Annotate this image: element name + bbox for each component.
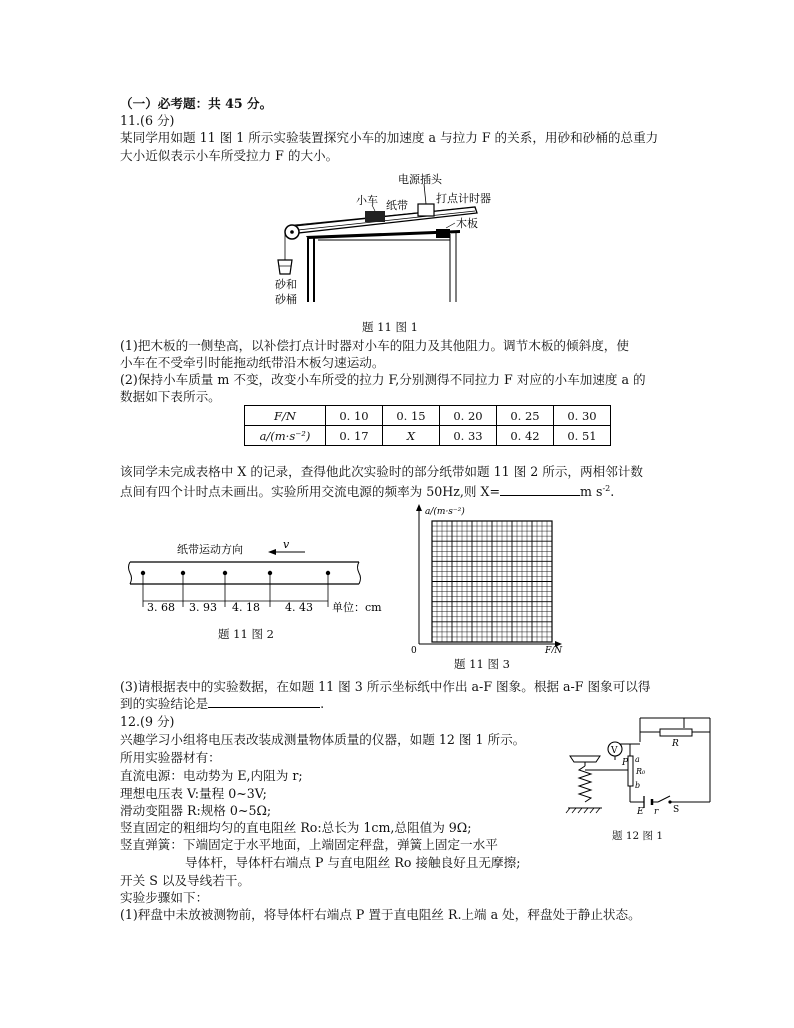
fig11-3-caption: 题 11 图 3 bbox=[454, 657, 510, 671]
x-axis-label: F/N bbox=[545, 646, 563, 653]
fig12-1-caption: 题 12 图 1 bbox=[612, 830, 664, 842]
origin-label: 0 bbox=[411, 646, 417, 653]
velocity-symbol: v bbox=[283, 538, 290, 551]
label-sand-2: 砂桶 bbox=[275, 293, 297, 306]
shim-block bbox=[436, 229, 450, 238]
segment-value: 3. 93 bbox=[189, 601, 217, 614]
label-r0: R₀ bbox=[636, 767, 646, 776]
section-heading: （一）必考题：共 45 分。 bbox=[120, 96, 273, 111]
label-timer: 打点计时器 bbox=[436, 192, 491, 205]
label-v: V bbox=[611, 746, 618, 756]
label-r: R bbox=[672, 739, 679, 749]
table-row bbox=[245, 426, 611, 446]
table-cell: X bbox=[383, 426, 440, 446]
segment-value: 3. 68 bbox=[147, 601, 175, 614]
fig11-1-caption: 题 11 图 1 bbox=[362, 320, 418, 334]
segment-value: 4. 18 bbox=[232, 601, 260, 614]
table-cell: 0. 10 bbox=[326, 406, 383, 426]
q11-step1-line2: 小车在不受牵引时能拖动纸带沿木板匀速运动。 bbox=[120, 355, 385, 370]
q11-step1-line1: (1)把木板的一侧垫高，以补偿打点计时器对小车的阻力及其他阻力。调节木板的倾斜度，使 bbox=[120, 338, 629, 353]
unit-label: 单位：cm bbox=[332, 601, 382, 614]
row-label-f: F/N bbox=[245, 406, 326, 426]
q12-number: 12.(9 分) bbox=[120, 714, 175, 729]
timer-icon bbox=[418, 204, 434, 216]
rheostat-r bbox=[660, 729, 692, 736]
q12-material-3: 滑动变阻器 R:规格 0~5Ω; bbox=[120, 803, 272, 818]
para-x-unit: m s bbox=[580, 484, 603, 500]
label-car: 小车 bbox=[356, 194, 378, 207]
para-x-period: . bbox=[610, 484, 615, 500]
tape-direction-label: 纸带运动方向 bbox=[177, 543, 243, 556]
data-table bbox=[244, 405, 611, 446]
table-cell: 0. 51 bbox=[554, 426, 611, 446]
answer-blank-conclusion[interactable] bbox=[208, 707, 320, 708]
tape-dot bbox=[326, 571, 330, 575]
label-board: 木板 bbox=[456, 217, 478, 230]
q11-number: 11.(6 分) bbox=[120, 113, 175, 128]
y-axis-label: a/(m·s⁻²) bbox=[425, 507, 465, 517]
label-s: S bbox=[673, 805, 680, 815]
q11-step2-line2: 数据如下表所示。 bbox=[120, 389, 221, 404]
q12-materials-title: 所用实验器材有： bbox=[120, 750, 221, 765]
q12-step-1: (1)秤盘中未放被测物前，将导体杆右端点 P 置于直电阻丝 R.上端 a 处，秤盘处于静止状态。 bbox=[120, 907, 641, 922]
step3-text: 到的实验结论是 bbox=[120, 696, 209, 711]
q12-material-4: 竖直固定的粗细均匀的直电阻丝 Ro:总长为 1cm,总阻值为 9Ω; bbox=[120, 820, 472, 835]
row-label-a: a/(m·s⁻²) bbox=[245, 426, 326, 446]
q12-material-1: 直流电源：电动势为 E,内阻为 r; bbox=[120, 768, 303, 783]
tape-dot bbox=[268, 571, 272, 575]
fig11-2-caption: 题 11 图 2 bbox=[218, 627, 274, 641]
label-tape: 纸带 bbox=[386, 199, 408, 212]
q11-para-x-line2 bbox=[120, 481, 614, 500]
q12-material-6: 开关 S 以及导线若干。 bbox=[120, 873, 250, 888]
sand-bucket-icon bbox=[278, 260, 292, 274]
tape-dot bbox=[141, 571, 145, 575]
cart-icon bbox=[365, 211, 385, 222]
q12-intro: 兴趣学习小组将电压表改装成测量物体质量的仪器，如题 12 图 1 所示。 bbox=[120, 732, 526, 747]
step3-period: . bbox=[320, 696, 325, 711]
table-cell: 0. 33 bbox=[440, 426, 497, 446]
q11-para-x-line1: 该同学未完成表格中 X 的记录，查得他此次实验时的部分纸带如题 11 图 2 所示，两相邻计数 bbox=[120, 464, 643, 479]
tape-dot bbox=[223, 571, 227, 575]
table-cell: 0. 42 bbox=[497, 426, 554, 446]
resistance-wire-r0 bbox=[628, 756, 633, 786]
q12-material-2: 理想电压表 V:量程 0~3V; bbox=[120, 786, 267, 801]
table-cell: 0. 20 bbox=[440, 406, 497, 426]
tape-dot bbox=[181, 571, 185, 575]
table-row bbox=[245, 406, 611, 426]
label-e: E bbox=[637, 807, 644, 817]
para-x-text: 点间有四个计时点未画出。实验所用交流电源的频率为 50Hz,则 X= bbox=[120, 484, 501, 500]
q11-intro-line2: 大小近似表示小车所受拉力 F 的大小。 bbox=[120, 148, 339, 163]
paper-tape-figure bbox=[125, 535, 395, 620]
q12-material-5: 竖直弹簧：下端固定于水平地面，上端固定秤盘，弹簧上固定一水平 bbox=[120, 837, 498, 852]
circuit-figure bbox=[560, 712, 720, 822]
label-a: a bbox=[635, 755, 640, 764]
table-cell: 0. 25 bbox=[497, 406, 554, 426]
segment-value: 4. 43 bbox=[285, 601, 313, 614]
label-b: b bbox=[635, 781, 641, 790]
table-cell: 0. 15 bbox=[383, 406, 440, 426]
para-x-unit-exp: -2 bbox=[602, 484, 611, 493]
table-cell: 0. 30 bbox=[554, 406, 611, 426]
label-power-plug: 电源插头 bbox=[398, 173, 442, 186]
label-p: P bbox=[622, 758, 629, 768]
q12-steps-title: 实验步骤如下： bbox=[120, 890, 209, 905]
q11-step3-line1: (3)请根据表中的实验数据，在如题 11 图 3 所示坐标纸中作出 a-F 图象。根据 a-F 图象可以得 bbox=[120, 679, 651, 694]
answer-blank-x[interactable] bbox=[500, 495, 580, 496]
q11-step3-line2 bbox=[120, 696, 324, 712]
apparatus-figure bbox=[270, 170, 520, 315]
q12-material-5b: 导体杆，导体杆右端点 P 与直电阻丝 Ro 接触良好且无摩擦; bbox=[185, 855, 521, 870]
label-sand-1: 砂和 bbox=[275, 278, 297, 291]
q11-intro-line1: 某同学用如题 11 图 1 所示实验装置探究小车的加速度 a 与拉力 F 的关系，用砂和砂桶的总重力 bbox=[120, 130, 659, 145]
graph-paper-figure bbox=[405, 503, 565, 653]
label-internal-r: r bbox=[654, 807, 659, 817]
grid-lines bbox=[432, 521, 552, 642]
table-cell: 0. 17 bbox=[326, 426, 383, 446]
q11-step2-line1: (2)保持小车质量 m 不变，改变小车所受的拉力 F,分别测得不同拉力 F 对应的小车加速度 a 的 bbox=[120, 372, 646, 387]
